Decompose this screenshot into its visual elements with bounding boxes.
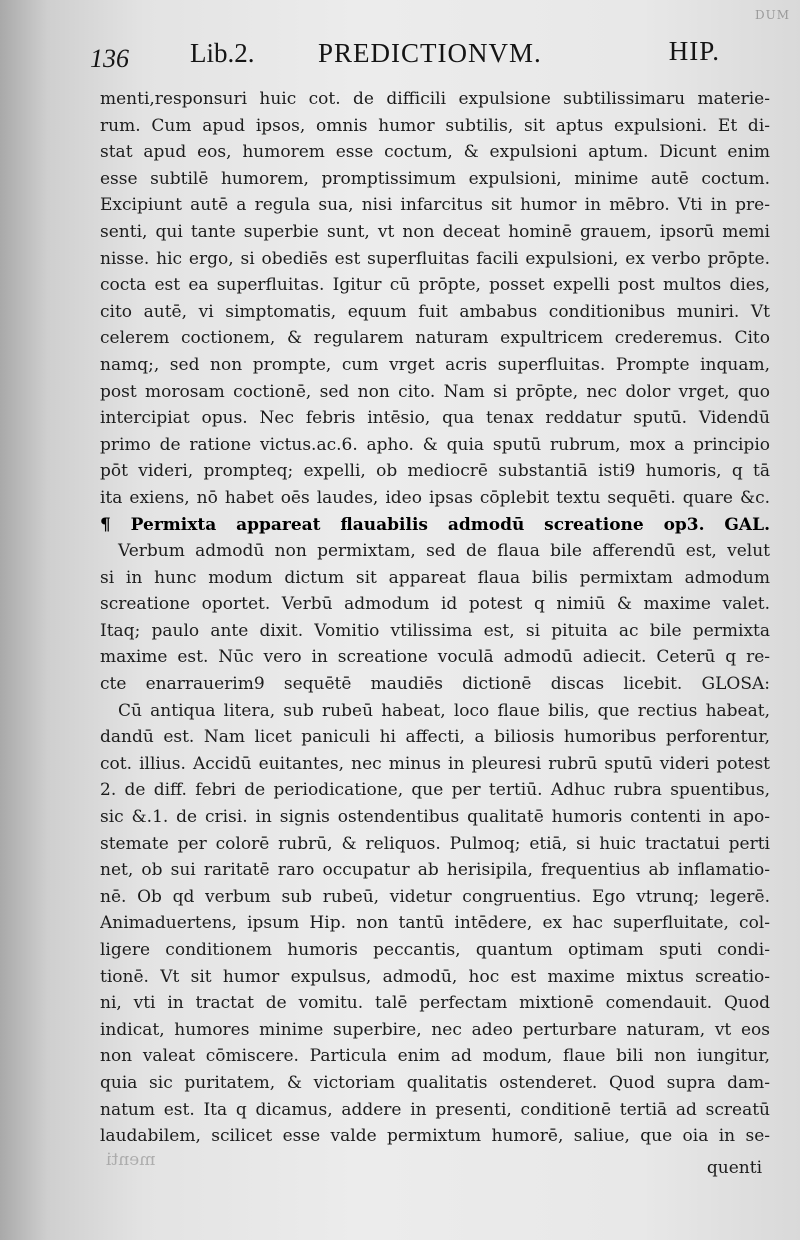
text-line: intercipiat opus. Nec febris intēsio, qua tenax reddatur sputū. Videndū: [100, 408, 770, 429]
text-line: Cū antiqua litera, sub rubeū habeat, loco flaue bilis, que rectius habeat,: [118, 700, 770, 721]
text-line: Excipiunt autē a regula sua, nisi infarcitus sit humor in mēbro. Vti in pre-: [100, 195, 770, 216]
text-line: net, ob sui raritatē raro occupatur ab herisipila, frequentius ab inflamatio-: [100, 860, 770, 881]
text-line: ¶ Permixta appareat flauabilis admodū screatione op3. GAL.: [100, 514, 770, 535]
author-abbreviation: HIP.: [668, 36, 720, 66]
ghost-offset-text: menti: [106, 1150, 156, 1170]
text-line: celerem coctionem, & regularem naturam expultricem crederemus. Cito: [100, 328, 770, 349]
text-line: menti,responsuri huic cot. de difficili expulsione subtilissimaru materie-: [100, 89, 770, 109]
text-line: quia sic puritatem, & victoriam qualitatis ostenderet. Quod supra dam-: [100, 1072, 770, 1093]
text-line: 2. de diff. febri de periodicatione, que per tertiū. Adhuc rubra spuentibus,: [100, 780, 770, 801]
text-block: [100, 86, 770, 1150]
catchword: quenti: [706, 1158, 762, 1178]
text-line: non valeat cōmiscere. Particula enim ad modum, flaue bili non iungitur,: [100, 1046, 770, 1067]
text-line: si in hunc modum dictum sit appareat flaua bilis permixtam admodum: [100, 567, 770, 588]
text-line: Verbum admodū non permixtam, sed de flaua bile afferendū est, velut: [118, 541, 770, 562]
text-line: dandū est. Nam licet paniculi hi affecti, a biliosis humoribus perforentur,: [100, 727, 770, 748]
text-line: cocta est ea superfluitas. Igitur cū prōpte, posset expelli post multos dies,: [100, 275, 770, 296]
text-line: Animaduertens, ipsum Hip. non tantū intēdere, ex hac superfluitate, col-: [100, 913, 770, 934]
text-line: tionē. Vt sit humor expulsus, admodū, hoc est maxime mixtus screatio-: [100, 966, 770, 987]
text-line: stat apud eos, humorem esse coctum, & expulsioni aptum. Dicunt enim: [100, 142, 770, 163]
book-number: Lib.2.: [190, 38, 255, 68]
text-line: screatione oportet. Verbū admodum id potest q nimiū & maxime valet.: [100, 594, 770, 615]
text-line: primo de ratione victus.ac.6. apho. & quia sputū rubrum, mox a principio: [100, 434, 770, 455]
page-number: 136: [90, 44, 129, 73]
text-line: cte enarrauerim9 sequētē maudiēs dictionē discas licebit. GLOSA:: [100, 674, 770, 695]
text-line: natum est. Ita q dicamus, addere in presenti, conditionē tertiā ad screatū: [100, 1099, 770, 1120]
text-line: Itaq; paulo ante dixit. Vomitio vtilissima est, si pituita ac bile permixta: [100, 620, 770, 641]
text-line: stemate per colorē rubrū, & reliquos. Pulmoq; etiā, si huic tractatui perti: [100, 833, 770, 854]
text-line: nē. Ob qd verbum sub rubeū, videtur congruentius. Ego vtrunq; legerē.: [100, 886, 770, 907]
text-line: post morosam coctionē, sed non cito. Nam si prōpte, nec dolor vrget, quo: [100, 381, 770, 402]
text-line: nisse. hic ergo, si obediēs est superfluitas facili expulsioni, ex verbo prōpte.: [100, 248, 770, 269]
text-line: sic &.1. de crisi. in signis ostendentibus qualitatē humoris contenti in apo-: [100, 807, 770, 828]
text-line: ni, vti in tractat de vomitu. talē perfectam mixtionē comendauit. Quod: [100, 993, 770, 1014]
bleed-through-text: DUM: [754, 8, 790, 22]
text-line: pōt videri, prompteq; expelli, ob mediocrē substantiā isti9 humoris, q tā: [100, 461, 770, 482]
text-line: namq;, sed non prompte, cum vrget acris superfluitas. Prompte inquam,: [100, 354, 770, 375]
running-title: PREDICTIONVM.: [318, 38, 542, 68]
text-line: cito autē, vi simptomatis, equum fuit ambabus conditionibus muniri. Vt: [100, 301, 770, 322]
text-line: maxime est. Nūc vero in screatione voculā admodū adiecit. Ceterū q re-: [100, 647, 770, 668]
text-line: cot. illius. Accidū euitantes, nec minus in pleuresi rubrū sputū videri potest: [100, 753, 770, 774]
text-line: rum. Cum apud ipsos, omnis humor subtilis, sit aptus expulsioni. Et di-: [100, 115, 770, 136]
text-line: ligere conditionem humoris peccantis, quantum optimam sputi condi-: [100, 940, 770, 960]
running-header: [90, 36, 720, 76]
text-line: indicat, humores minime superbire, nec adeo perturbare naturam, vt eos: [100, 1019, 770, 1040]
text-line: senti, qui tante superbie sunt, vt non deceat hominē grauem, ipsorū memi: [100, 221, 770, 242]
text-line: laudabilem, scilicet esse valde permixtum humorē, saliue, que oia in se-: [100, 1126, 770, 1147]
text-line: esse subtilē humorem, promptissimum expulsioni, minime autē coctum.: [100, 168, 770, 189]
text-line: ita exiens, nō habet oēs laudes, ideo ipsas cōplebit textu sequēti. quare &c.: [100, 487, 770, 508]
